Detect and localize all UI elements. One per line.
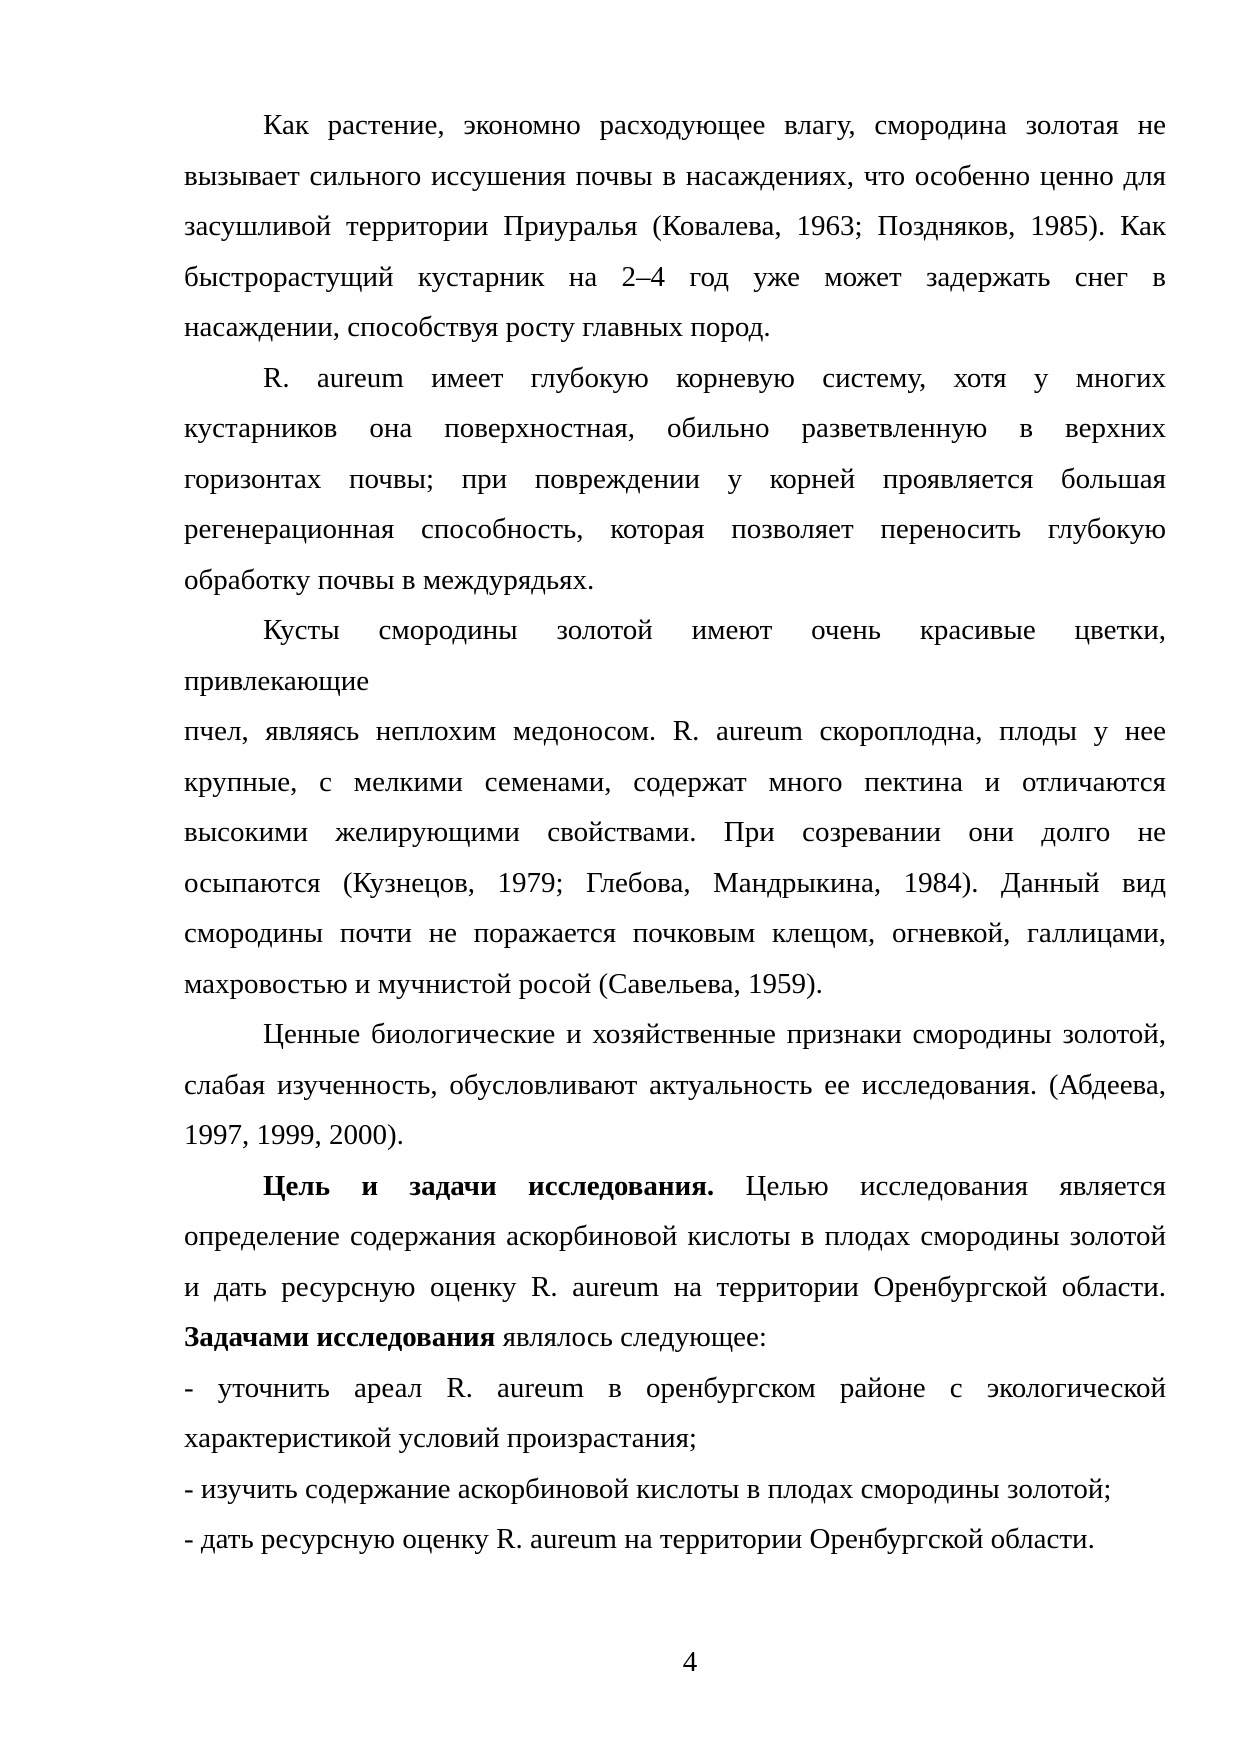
text-run: Как растение, экономно расходующее влагу, смородина золотая не [263, 109, 1166, 141]
text-line [184, 757, 1166, 808]
text-run: 1997, 1999, 2000). [184, 1119, 404, 1151]
paragraph [184, 605, 1166, 1009]
text-line [184, 706, 1166, 757]
text-run: высокими желирующими свойствами. При созревании они долго не [184, 816, 1166, 848]
text-run: вызывает сильного иссушения почвы в насаждениях, что особенно ценно для [184, 159, 1166, 192]
text-line [184, 605, 1166, 706]
text-line [184, 353, 1166, 404]
text-line [184, 1060, 1166, 1111]
text-run: регенерационная способность, которая позволяет переносить глубокую [184, 513, 1166, 545]
text-run: Кусты смородины золотой имеют очень красивые цветки, привлекающие [184, 614, 1166, 697]
text-run: обработку почвы в междурядьях. [184, 563, 595, 596]
bold-text-run: Задачами исследования [184, 1321, 496, 1353]
paragraph [184, 100, 1166, 353]
text-run: являлось следующее: [495, 1321, 767, 1353]
text-run: - дать ресурсную оценку R. aureum на территории Оренбургской области. [184, 1523, 1095, 1555]
text-run: смородины почти не поражается почковым клещом, огневкой, галлицами, [184, 917, 1166, 949]
paragraph [184, 353, 1166, 606]
text-line [184, 1009, 1166, 1060]
text-run: быстрорастущий кустарник на 2–4 год уже может задержать снег в [184, 260, 1166, 293]
text-line [184, 403, 1166, 454]
text-run: горизонтах почвы; при повреждении у корней проявляется большая [184, 462, 1166, 495]
text-line [184, 1110, 1166, 1161]
text-run: насаждении, способствуя росту главных пород. [184, 311, 771, 343]
text-line [184, 100, 1166, 151]
paragraph [184, 1363, 1166, 1464]
paragraph [184, 1161, 1166, 1363]
text-line [184, 959, 1166, 1010]
text-run: - уточнить ареал R. aureum в оренбургском районе с экологической [184, 1371, 1166, 1404]
text-line [184, 302, 1166, 353]
text-line [184, 1514, 1166, 1565]
text-run: пчел, являясь неплохим медоносом. R. aureum скороплодна, плоды у нее [184, 715, 1166, 747]
text-run: засушливой территории Приуралья (Ковалева, 1963; Поздняков, 1985). Как [184, 210, 1166, 242]
text-line [184, 504, 1166, 555]
text-run: слабая изученность, обусловливают актуальность ее исследования. (Абдеева, [184, 1068, 1166, 1101]
text-line [184, 1161, 1166, 1212]
document-body [184, 100, 1166, 1565]
text-run: махровостью и мучнистой росой (Савельева, 1959). [184, 967, 823, 1000]
paragraph [184, 1464, 1166, 1515]
text-run: кустарников она поверхностная, обильно разветвленную в верхних [184, 412, 1166, 444]
text-line [184, 1464, 1166, 1515]
text-line [184, 454, 1166, 505]
paragraph [184, 1514, 1166, 1565]
text-run: Ценные биологические и хозяйственные признаки смородины золотой, [263, 1018, 1166, 1050]
paragraph [184, 1009, 1166, 1161]
text-line [184, 201, 1166, 252]
text-line [184, 908, 1166, 959]
text-run: крупные, с мелкими семенами, содержат много пектина и отличаются [184, 765, 1166, 798]
text-line [184, 858, 1166, 909]
text-run: и дать ресурсную оценку R. aureum на территории Оренбургской области. [184, 1270, 1166, 1303]
text-run: осыпаются (Кузнецов, 1979; Глебова, Мандрыкина, 1984). Данный вид [184, 866, 1166, 899]
text-line [184, 1262, 1166, 1313]
text-line [184, 252, 1166, 303]
text-run: R. aureum имеет глубокую корневую систему, хотя у многих [263, 361, 1166, 394]
text-run: - изучить содержание аскорбиновой кислоты в плодах смородины золотой; [184, 1472, 1112, 1505]
text-line [184, 1413, 1166, 1464]
text-line [184, 151, 1166, 202]
bold-text-run: Цель и задачи исследования. [263, 1169, 715, 1202]
text-line [184, 1211, 1166, 1262]
text-run: характеристикой условий произрастания; [184, 1422, 697, 1454]
text-line [184, 807, 1166, 858]
text-line [184, 555, 1166, 606]
text-run: Целью исследования является [714, 1169, 1166, 1202]
page-number: 4 [682, 1646, 698, 1678]
text-line [184, 1363, 1166, 1414]
text-run: определение содержания аскорбиновой кислоты в плодах смородины золотой [184, 1220, 1166, 1252]
text-line [184, 1312, 1166, 1363]
